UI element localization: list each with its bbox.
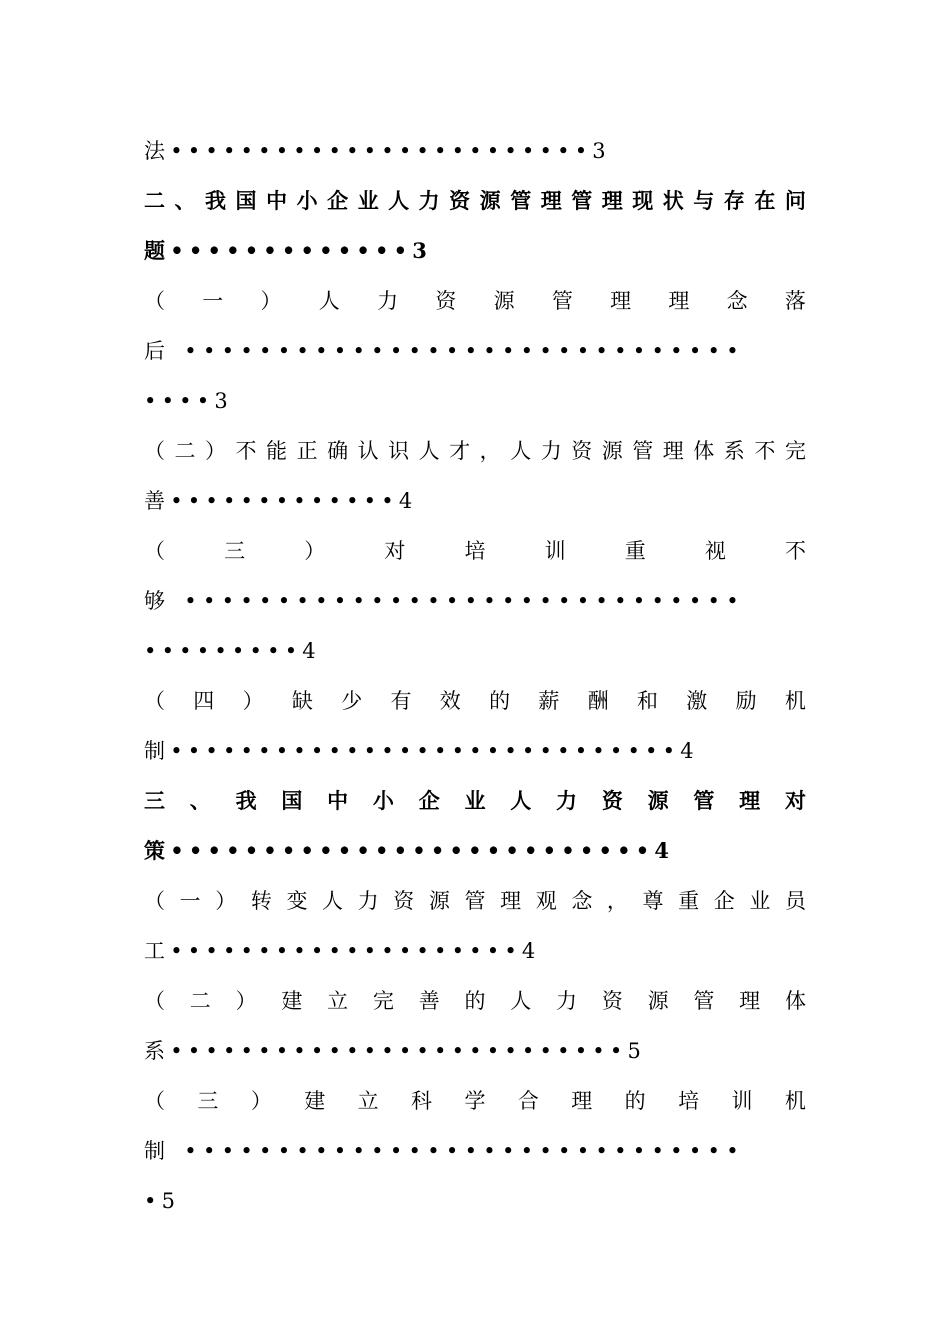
toc-char: 管 bbox=[510, 188, 532, 213]
toc-line: 策••••••••••••••••••••••••••4 bbox=[144, 838, 675, 863]
toc-char: 训 bbox=[731, 1089, 753, 1113]
toc-char: 现 bbox=[632, 188, 654, 213]
toc-char: 训 bbox=[544, 539, 566, 563]
toc-char: 人 bbox=[510, 439, 532, 463]
toc-char: 管 bbox=[551, 289, 573, 313]
toc-char: 三 bbox=[224, 539, 246, 563]
toc-char: 企 bbox=[418, 788, 440, 813]
toc-char: 中 bbox=[327, 788, 349, 813]
toc-char: （ bbox=[144, 539, 165, 563]
toc-char: 管 bbox=[632, 439, 654, 463]
toc-char: 培 bbox=[464, 539, 486, 563]
toc-char: 不 bbox=[754, 439, 776, 463]
toc-char: 理 bbox=[739, 989, 761, 1013]
toc-char: 力 bbox=[377, 289, 399, 313]
toc-char: 合 bbox=[517, 1089, 539, 1113]
toc-char: 理 bbox=[610, 289, 632, 313]
toc-char: ） bbox=[304, 539, 326, 563]
toc-char: 、 bbox=[189, 788, 211, 813]
toc-char: 念 bbox=[571, 889, 593, 913]
toc-char: ， bbox=[606, 889, 628, 913]
toc-heading bbox=[144, 436, 806, 466]
toc-char: 对 bbox=[784, 788, 806, 813]
toc-char: 三 bbox=[197, 1089, 219, 1113]
toc-char: （ bbox=[144, 439, 165, 463]
toc-char: 我 bbox=[235, 788, 257, 813]
toc-char: ， bbox=[479, 439, 501, 463]
toc-char: 落 bbox=[784, 289, 806, 313]
toc-char: 能 bbox=[266, 439, 288, 463]
toc-char: 业 bbox=[357, 188, 379, 213]
toc-line: 后 •••••••••••••••••••••••••••••• bbox=[144, 339, 745, 363]
toc-char: 视 bbox=[704, 539, 726, 563]
toc-char: 善 bbox=[418, 989, 440, 1013]
toc-char: 体 bbox=[693, 439, 715, 463]
toc-line: 题•••••••••••••3 bbox=[144, 238, 433, 263]
toc-char: 完 bbox=[784, 439, 806, 463]
toc-char: 力 bbox=[357, 889, 379, 913]
toc-char: 人 bbox=[510, 989, 532, 1013]
toc-char: 力 bbox=[540, 439, 562, 463]
toc-char: 二 bbox=[189, 989, 211, 1013]
toc-char: 有 bbox=[390, 689, 412, 713]
toc-char: 与 bbox=[693, 188, 715, 213]
toc-heading bbox=[144, 1086, 806, 1116]
toc-char: 励 bbox=[735, 689, 757, 713]
toc-char: 重 bbox=[624, 539, 646, 563]
toc-char: 管 bbox=[571, 188, 593, 213]
toc-char: 的 bbox=[464, 989, 486, 1013]
toc-char: 状 bbox=[662, 188, 684, 213]
toc-char: 立 bbox=[357, 1089, 379, 1113]
toc-char: 不 bbox=[235, 439, 257, 463]
toc-char: ） bbox=[260, 289, 282, 313]
toc-char: ） bbox=[215, 889, 237, 913]
toc-char: 重 bbox=[678, 889, 700, 913]
toc-char: 尊 bbox=[642, 889, 664, 913]
toc-char: 人 bbox=[388, 188, 410, 213]
toc-char: 确 bbox=[327, 439, 349, 463]
toc-char: 人 bbox=[322, 889, 344, 913]
toc-char: 企 bbox=[713, 889, 735, 913]
toc-char: 机 bbox=[784, 689, 806, 713]
toc-char: 念 bbox=[726, 289, 748, 313]
toc-char: 管 bbox=[693, 989, 715, 1013]
toc-char: 理 bbox=[500, 889, 522, 913]
toc-char: 资 bbox=[449, 188, 471, 213]
toc-char: 源 bbox=[479, 188, 501, 213]
toc-char: 的 bbox=[624, 1089, 646, 1113]
toc-char: 小 bbox=[296, 188, 318, 213]
toc-char: 缺 bbox=[291, 689, 313, 713]
toc-char: 管 bbox=[464, 889, 486, 913]
toc-char: 理 bbox=[668, 289, 690, 313]
toc-char: 理 bbox=[662, 439, 684, 463]
toc-line: •••••••••4 bbox=[144, 639, 321, 663]
toc-char: 才 bbox=[449, 439, 471, 463]
toc-char: 人 bbox=[510, 788, 532, 813]
toc-char: 一 bbox=[202, 289, 224, 313]
toc-heading bbox=[144, 286, 806, 316]
toc-char: 酬 bbox=[587, 689, 609, 713]
toc-char: 我 bbox=[205, 188, 227, 213]
toc-char: 的 bbox=[489, 689, 511, 713]
toc-char: 业 bbox=[749, 889, 771, 913]
toc-char: 源 bbox=[647, 788, 669, 813]
toc-char: 理 bbox=[601, 188, 623, 213]
toc-char: 完 bbox=[372, 989, 394, 1013]
toc-char: 识 bbox=[388, 439, 410, 463]
toc-char: 一 bbox=[179, 889, 201, 913]
toc-char: 建 bbox=[281, 989, 303, 1013]
toc-char: （ bbox=[144, 889, 165, 913]
toc-char: 观 bbox=[535, 889, 557, 913]
toc-char: 国 bbox=[281, 788, 303, 813]
toc-char: 存 bbox=[723, 188, 745, 213]
toc-char: 科 bbox=[411, 1089, 433, 1113]
toc-char: （ bbox=[144, 989, 165, 1013]
toc-char: 少 bbox=[341, 689, 363, 713]
toc-char: 源 bbox=[647, 989, 669, 1013]
toc-char: ） bbox=[205, 439, 227, 463]
toc-char: 资 bbox=[393, 889, 415, 913]
toc-char: 建 bbox=[304, 1089, 326, 1113]
toc-char: 人 bbox=[418, 439, 440, 463]
toc-char: 资 bbox=[601, 788, 623, 813]
toc-char: 业 bbox=[464, 788, 486, 813]
toc-char: 变 bbox=[286, 889, 308, 913]
toc-char: 三 bbox=[144, 788, 165, 813]
toc-char: 问 bbox=[784, 188, 806, 213]
toc-char: 力 bbox=[418, 188, 440, 213]
toc-char: 理 bbox=[540, 188, 562, 213]
toc-char: 资 bbox=[601, 989, 623, 1013]
toc-char: 系 bbox=[723, 439, 745, 463]
toc-char: 学 bbox=[464, 1089, 486, 1113]
toc-char: 效 bbox=[439, 689, 461, 713]
toc-heading bbox=[144, 686, 806, 716]
toc-char: 薪 bbox=[538, 689, 560, 713]
toc-char: 理 bbox=[739, 788, 761, 813]
toc-char: 和 bbox=[636, 689, 658, 713]
toc-char: 管 bbox=[693, 788, 715, 813]
toc-heading bbox=[144, 886, 806, 916]
toc-heading bbox=[144, 786, 806, 816]
toc-line: 制•••••••••••••••••••••••••••••4 bbox=[144, 739, 699, 763]
toc-char: 、 bbox=[174, 188, 196, 213]
toc-char: 转 bbox=[250, 889, 272, 913]
toc-char: 力 bbox=[556, 788, 578, 813]
toc-char: 国 bbox=[235, 188, 257, 213]
toc-char: ） bbox=[242, 689, 264, 713]
toc-char: 二 bbox=[174, 439, 196, 463]
toc-char: （ bbox=[144, 289, 165, 313]
toc-char: 对 bbox=[384, 539, 406, 563]
toc-char: 在 bbox=[754, 188, 776, 213]
toc-line: 工••••••••••••••••••••4 bbox=[144, 939, 541, 963]
toc-char: 企 bbox=[327, 188, 349, 213]
toc-char: 激 bbox=[686, 689, 708, 713]
toc-char: 员 bbox=[784, 889, 806, 913]
toc-heading bbox=[144, 536, 806, 566]
toc-char: 四 bbox=[193, 689, 215, 713]
toc-char: 源 bbox=[601, 439, 623, 463]
toc-char: 资 bbox=[435, 289, 457, 313]
toc-char: 源 bbox=[493, 289, 515, 313]
toc-line: •5 bbox=[144, 1189, 181, 1213]
toc-char: ） bbox=[250, 1089, 272, 1113]
toc-char: 二 bbox=[144, 188, 165, 213]
toc-char: 不 bbox=[785, 539, 806, 563]
toc-line: 法••••••••••••••••••••••••3 bbox=[144, 139, 611, 163]
toc-char: 理 bbox=[571, 1089, 593, 1113]
toc-char: （ bbox=[144, 689, 165, 713]
toc-line: 制 •••••••••••••••••••••••••••••• bbox=[144, 1139, 745, 1163]
toc-line: 够 •••••••••••••••••••••••••••••• bbox=[144, 589, 745, 613]
toc-char: 源 bbox=[428, 889, 450, 913]
toc-char: 认 bbox=[357, 439, 379, 463]
toc-char: 机 bbox=[784, 1089, 806, 1113]
toc-line: 系••••••••••••••••••••••••••5 bbox=[144, 1039, 647, 1063]
toc-line: 善•••••••••••••4 bbox=[144, 489, 418, 513]
toc-char: 正 bbox=[296, 439, 318, 463]
toc-line: ••••3 bbox=[144, 389, 233, 413]
toc-heading bbox=[144, 186, 806, 216]
toc-heading bbox=[144, 986, 806, 1016]
toc-char: 培 bbox=[678, 1089, 700, 1113]
toc-char: 中 bbox=[266, 188, 288, 213]
toc-char: 立 bbox=[327, 989, 349, 1013]
toc-char: 小 bbox=[372, 788, 394, 813]
toc-char: 体 bbox=[784, 989, 806, 1013]
toc-char: 力 bbox=[556, 989, 578, 1013]
toc-char: （ bbox=[144, 1089, 165, 1113]
toc-char: ） bbox=[235, 989, 257, 1013]
toc-char: 人 bbox=[318, 289, 340, 313]
toc-char: 资 bbox=[571, 439, 593, 463]
